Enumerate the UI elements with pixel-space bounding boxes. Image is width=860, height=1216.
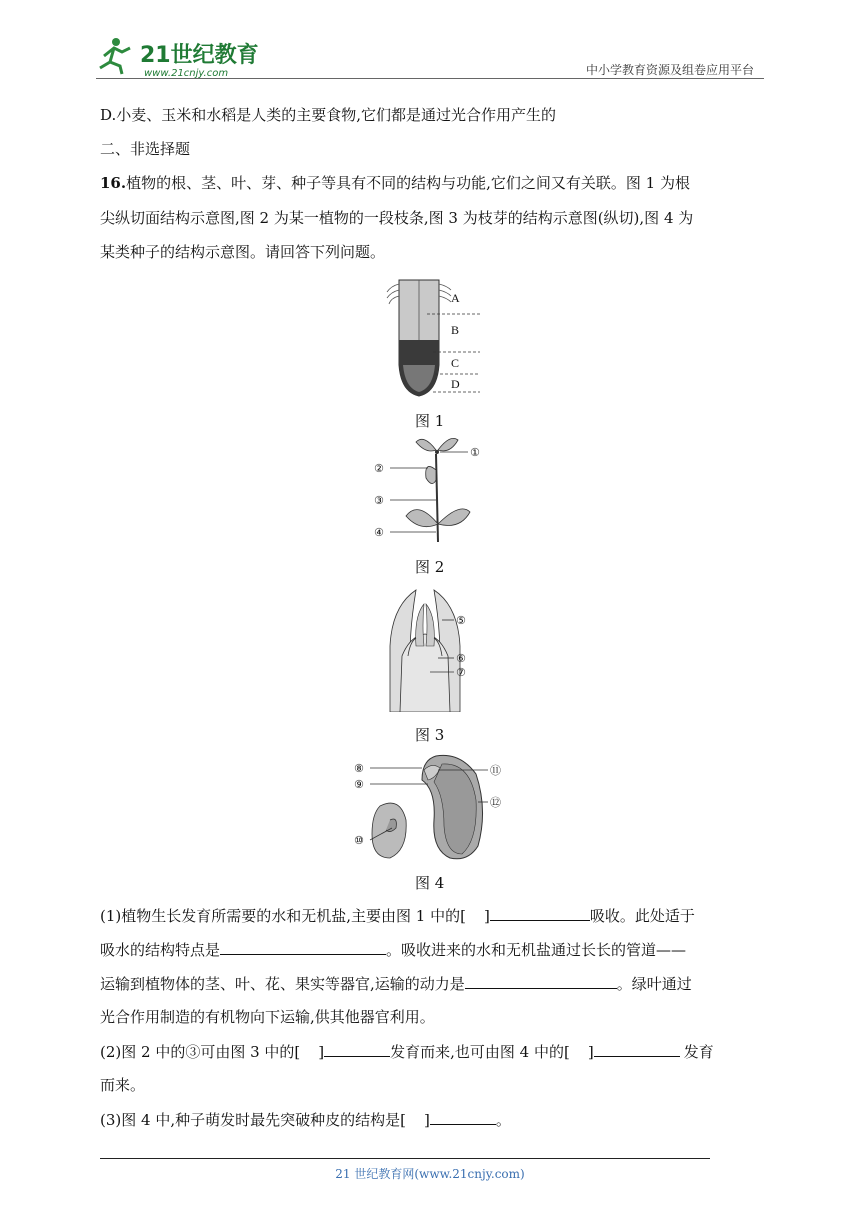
header-platform-text: 中小学教育资源及组卷应用平台 — [585, 63, 754, 77]
fig2-label-1: ① — [470, 446, 480, 459]
fig2-label-4: ④ — [374, 526, 384, 539]
figure-1-caption: 图 1 — [415, 412, 445, 430]
subq-3-bracket-close: ] — [423, 1111, 430, 1129]
subq-1-text-d: 吸水的结构特点是 — [100, 941, 221, 959]
subq-1-line-3 — [100, 973, 692, 994]
subq-1-bracket-close: ] — [483, 907, 490, 925]
subq-1-text-g: 。绿叶通过 — [616, 975, 692, 993]
figure-3-caption: 图 3 — [415, 726, 445, 744]
runner-icon — [100, 38, 130, 74]
question-16-line-1 — [100, 173, 690, 193]
question-16-line-3: 某类种子的结构示意图。请回答下列问题。 — [100, 243, 386, 261]
subq-1-line-4: 光合作用制造的有机物向下运输,供其他器官利用。 — [100, 1008, 435, 1026]
answer-blank[interactable] — [490, 905, 590, 921]
figure-2-caption: 图 2 — [415, 558, 445, 576]
footer-divider — [100, 1158, 710, 1159]
subq-2-line-1 — [100, 1041, 714, 1062]
fig3-label-6: ⑥ — [456, 652, 466, 665]
subq-2-text-a: (2)图 2 中的③可由图 3 中的[ — [100, 1043, 301, 1061]
logo-text: 21世纪教育 — [140, 43, 259, 68]
subq-2-line-2: 而来。 — [100, 1076, 146, 1094]
subq-1-text-f: 运输到植物体的茎、叶、花、果实等器官,运输的动力是 — [100, 975, 465, 993]
logo-url: www.21cnjy.com — [144, 68, 229, 79]
answer-blank[interactable] — [430, 1109, 496, 1125]
figure-3-bud — [380, 586, 490, 712]
q16-text-1: 植物的根、茎、叶、芽、种子等具有不同的结构与功能,它们之间又有关联。图 1 为根 — [126, 174, 690, 192]
figure-4-caption: 图 4 — [415, 874, 445, 892]
subq-3-text-a: (3)图 4 中,种子萌发时最先突破种皮的结构是[ — [100, 1111, 406, 1129]
answer-blank[interactable] — [324, 1041, 390, 1057]
fig4-label-8: ⑧ — [354, 762, 364, 775]
figure-1-root-tip — [385, 270, 495, 400]
answer-blank[interactable] — [220, 939, 386, 955]
fig2-label-2: ② — [374, 462, 384, 475]
fig4-label-11: ⑪ — [490, 764, 501, 777]
figure-2-twig — [370, 432, 490, 544]
subq-2-bracket-close-2: ] — [587, 1043, 594, 1061]
figure-4-seeds — [350, 750, 510, 866]
subq-2-text-e: 发育 — [683, 1043, 714, 1061]
subq-2-text-c: 发育而来,也可由图 4 中的[ — [390, 1043, 570, 1061]
fig3-label-7: ⑦ — [456, 666, 466, 679]
subq-1-line-1 — [100, 905, 695, 926]
fig4-label-9: ⑨ — [354, 778, 364, 791]
footer-text: 21 世纪教育网(www.21cnjy.com) — [335, 1167, 525, 1181]
subq-1-text-a: (1)植物生长发育所需要的水和无机盐,主要由图 1 中的[ — [100, 907, 466, 925]
logo — [96, 34, 266, 82]
answer-blank[interactable] — [594, 1041, 680, 1057]
section-heading: 二、非选择题 — [100, 140, 191, 158]
subq-1-line-2 — [100, 939, 686, 960]
fig1-label-d: D — [451, 377, 460, 391]
option-d: D.小麦、玉米和水稻是人类的主要食物,它们都是通过光合作用产生的 — [100, 106, 557, 124]
subq-3-line-1 — [100, 1109, 511, 1130]
fig4-label-10: ⑩ — [354, 834, 364, 847]
subq-1-text-c: 吸收。此处适于 — [589, 907, 695, 925]
fig4-label-12: ⑫ — [490, 796, 501, 809]
subq-3-text-c: 。 — [495, 1111, 511, 1129]
fig2-label-3: ③ — [374, 494, 384, 507]
fig3-label-5: ⑤ — [456, 614, 466, 627]
fig1-label-b: B — [451, 323, 460, 337]
header-divider — [96, 78, 764, 79]
subq-2-bracket-close: ] — [318, 1043, 325, 1061]
answer-blank[interactable] — [465, 973, 617, 989]
fig1-label-c: C — [451, 356, 460, 370]
subq-1-text-e: 。吸收进来的水和无机盐通过长长的管道—— — [386, 941, 687, 959]
question-number: 16. — [100, 174, 127, 192]
fig1-label-a: A — [451, 291, 460, 305]
question-16-line-2: 尖纵切面结构示意图,图 2 为某一植物的一段枝条,图 3 为枝芽的结构示意图(纵切),图 4 为 — [100, 209, 694, 227]
